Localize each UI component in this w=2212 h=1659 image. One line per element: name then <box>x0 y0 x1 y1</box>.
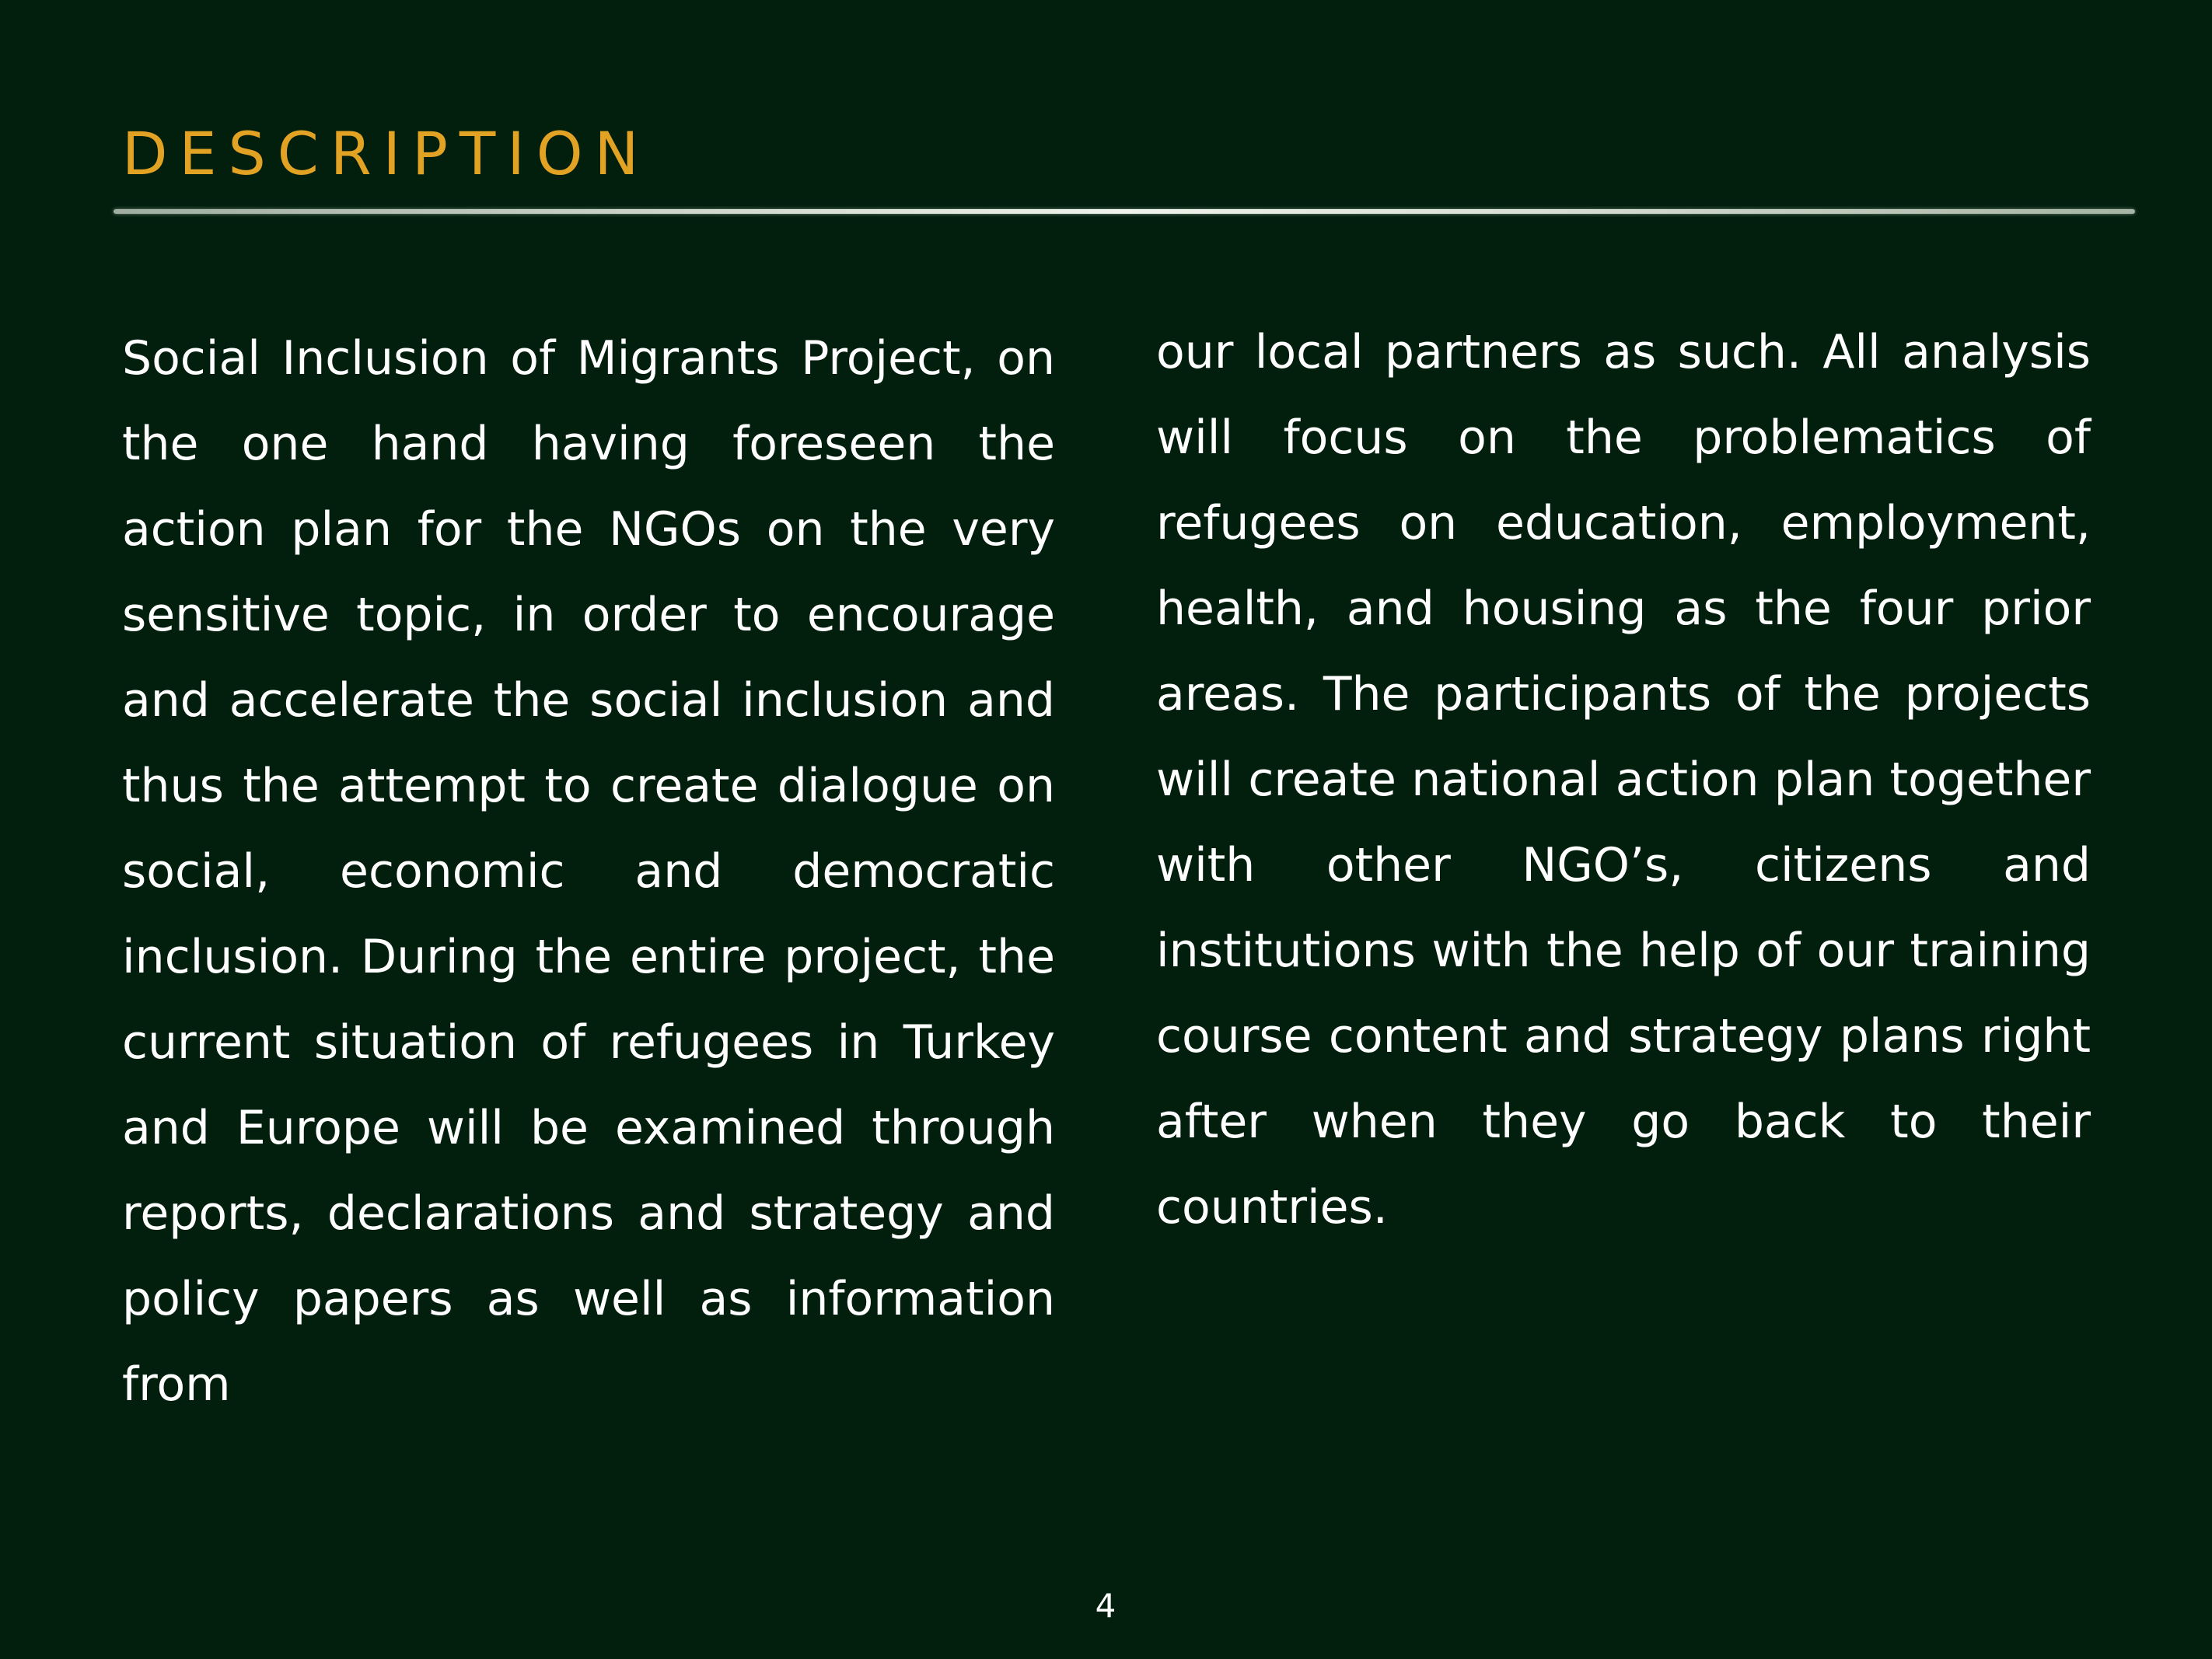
page-number: 4 <box>1095 1587 1116 1625</box>
title-divider <box>114 209 2135 214</box>
slide-title: DESCRIPTION <box>122 119 651 188</box>
body-text-left-column: Social Inclusion of Migrants Project, on the one hand having foreseen the action plan for the NGOs on the very sensitive topic, in order to encourage and accelerate the social inclusion and thus the attempt to create dialogue on social, economic and democratic inclusion. During the entire project, the current situation of refugees in Turkey and Europe will be examined through reports, declarations and strategy and policy papers as well as information from <box>122 331 1055 1412</box>
body-text-right-column: our local partners as such. All analysis will focus on the problematics of refugees on education, employment, health, and housing as the four prior areas. The participants of the projects will create national action plan together with other NGO’s, citizens and institutions with the help of our training course content and strategy plans right after when they go back to their countries. <box>1156 325 2091 1235</box>
